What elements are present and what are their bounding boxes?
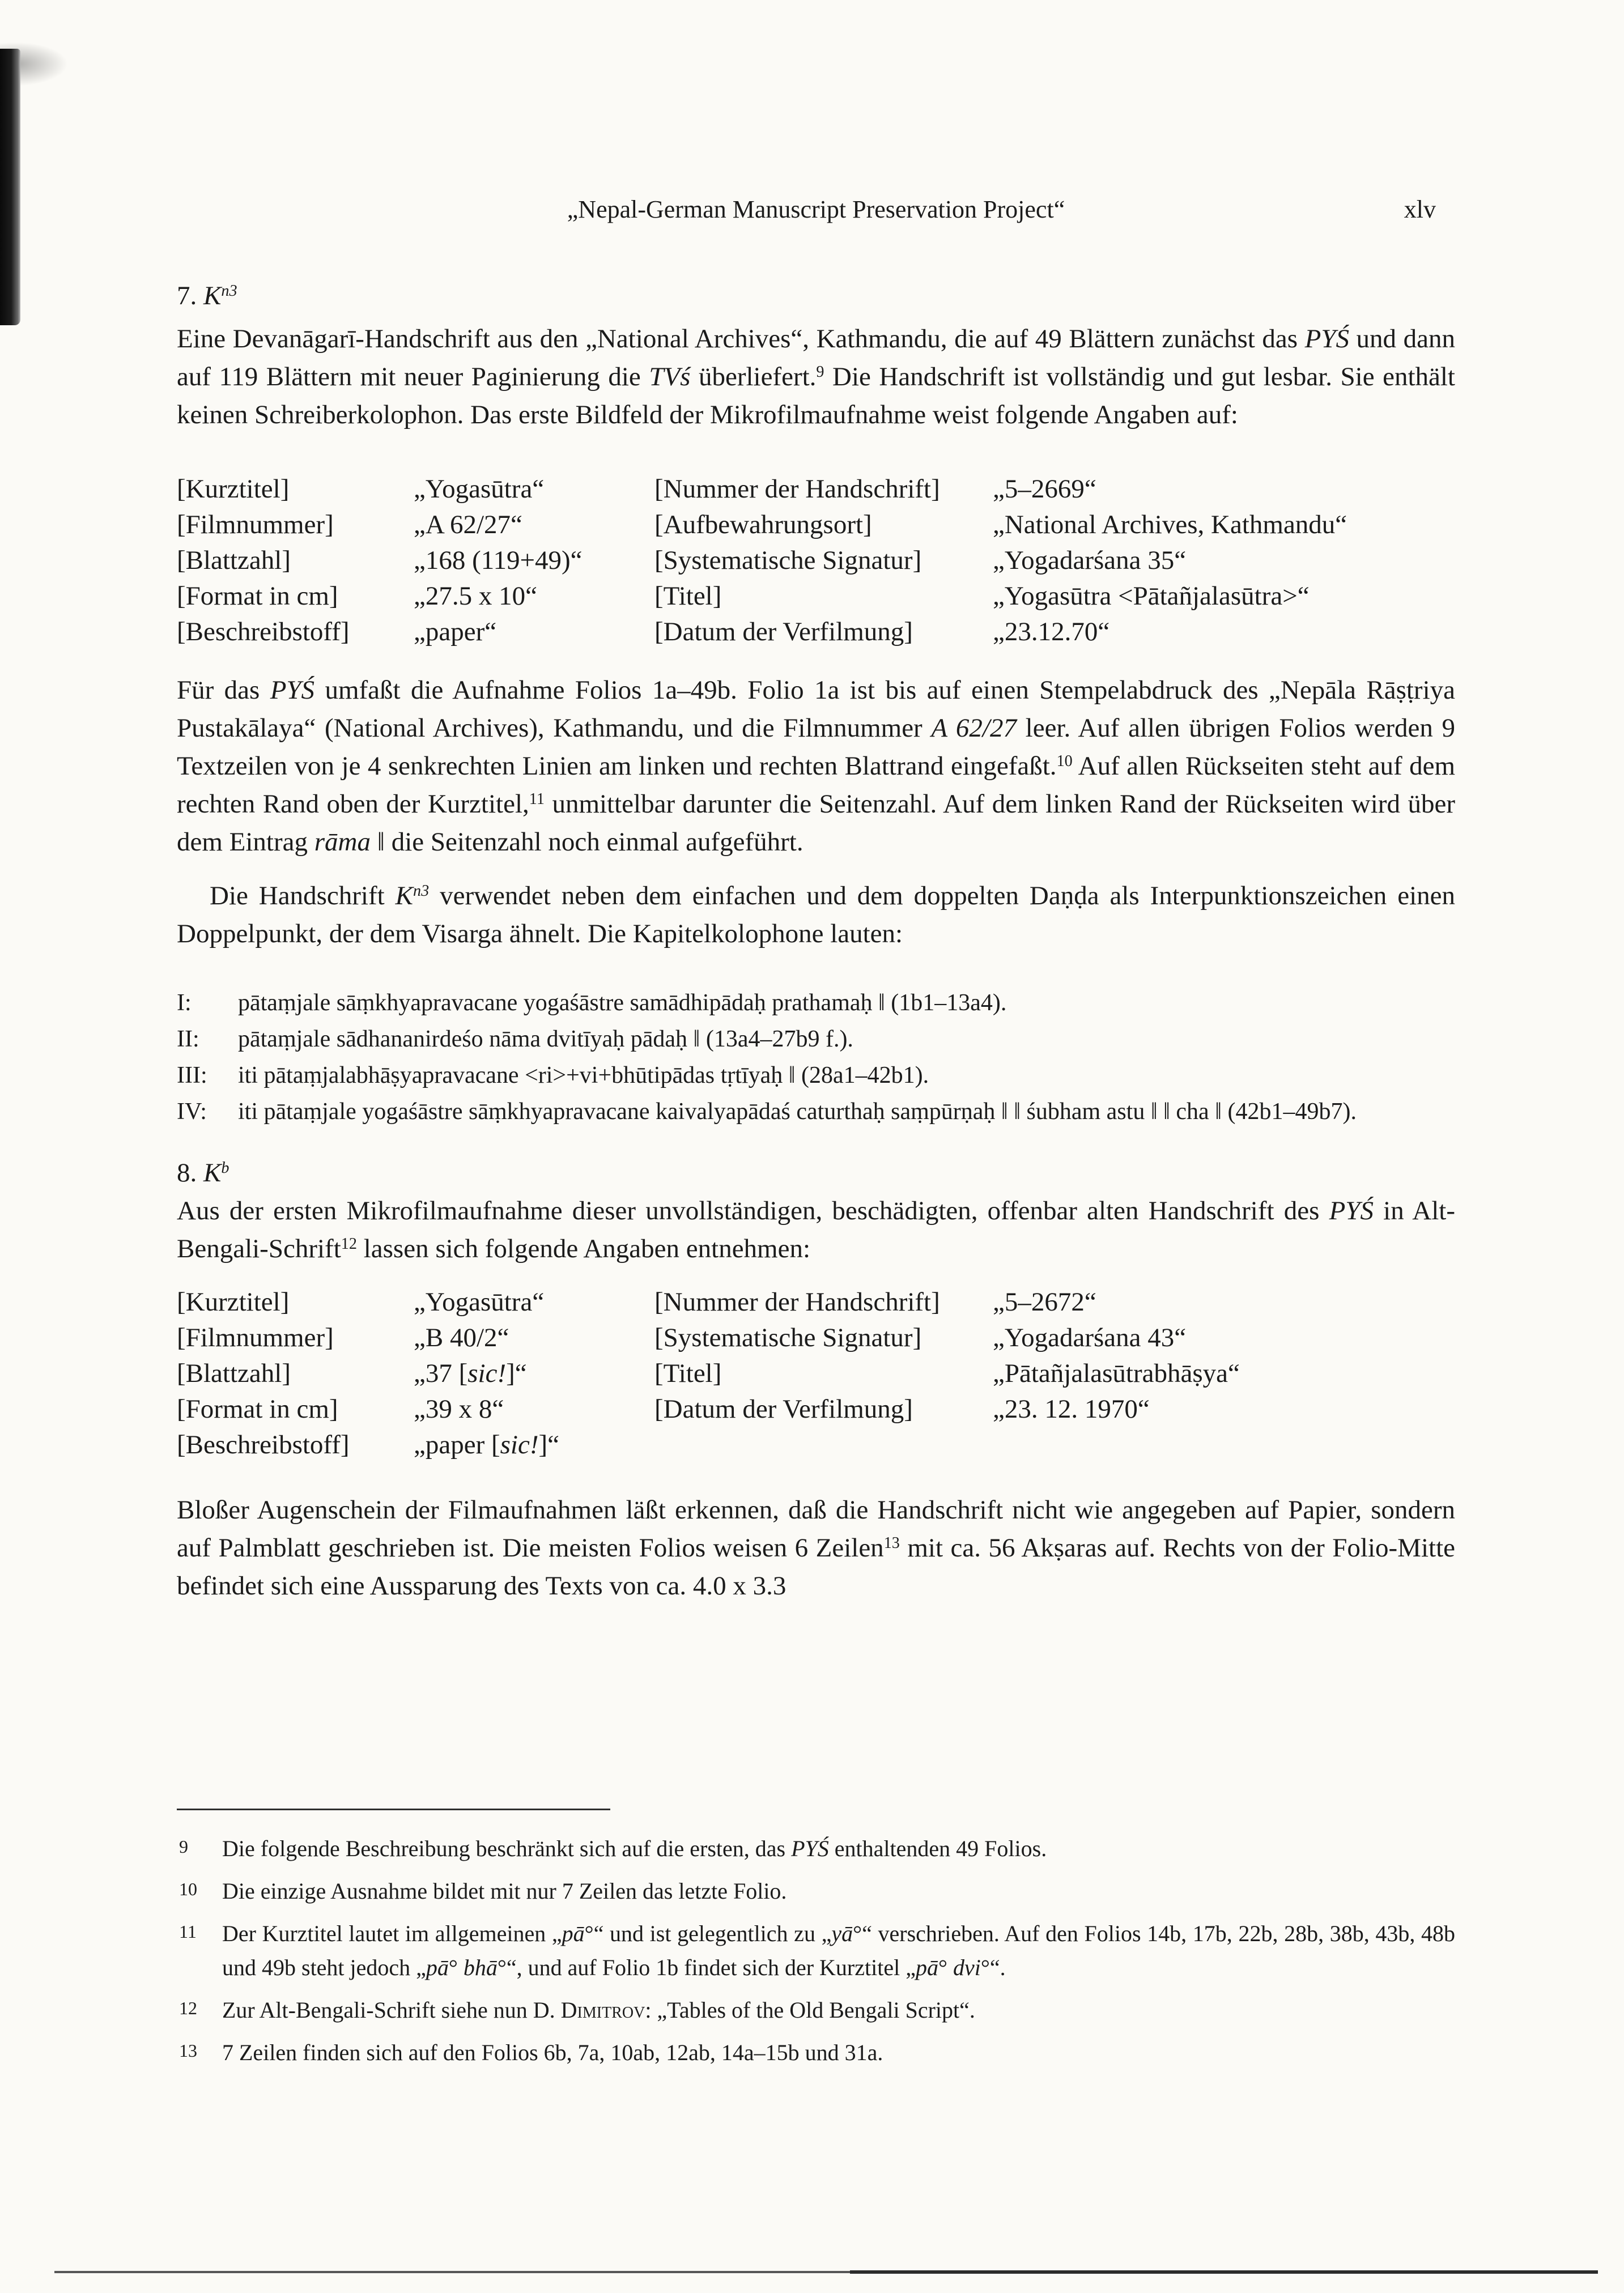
footnote-number: 10 <box>179 1879 197 1899</box>
running-head-title: „Nepal-German Manuscript Preservation Project“ <box>567 195 1065 223</box>
colophon-item <box>177 1094 1455 1130</box>
table-row <box>177 1356 1455 1392</box>
colophon-text: iti pātaṃjalabhāṣyapravacane <ri>+vi+bhūtipādas tṛtīyaḥ ‖ (28a1–42b1). <box>238 1062 929 1088</box>
footnote-number: 12 <box>179 1998 197 2018</box>
field-label: [Beschreibstoff] <box>177 617 350 646</box>
manuscript-metadata-table-2 <box>177 1284 1455 1463</box>
footnote-number: 9 <box>179 1836 188 1857</box>
section-7-intro-paragraph: Eine Devanāgarī-Handschrift aus den „National Archives“, Kathmandu, die auf 49 Blättern zunächst das PYŚ und dann auf 119 Blättern mit neuer Paginierung die TVś überliefert.$^9$ Die Handschrift ist vollständig und gut lesbar. Sie enthält keinen Schreiberkolophon. Das erste Bildfeld der Mikrofilmaufnahme weist folgende Angaben auf: <box>177 324 1455 429</box>
table-row <box>177 471 1455 507</box>
section-7-heading: 7. $K^{n3}$ <box>177 281 237 310</box>
field-label: [Format in cm] <box>177 581 338 611</box>
footnote-text: Zur Alt-Bengali-Schrift siehe nun D. Dimitrov: „Tables of the Old Bengali Script“. <box>222 1997 975 2023</box>
footnote-number: 11 <box>179 1921 197 1942</box>
colophon-numeral: I: <box>177 990 192 1016</box>
table-row <box>177 1284 1455 1320</box>
field-value: „Yogasūtra“ <box>414 1287 545 1317</box>
field-label <box>654 1427 993 1463</box>
table-row <box>177 614 1455 650</box>
field-label: [Datum der Verfilmung] <box>654 1394 913 1424</box>
section-7-description-paragraph: Für das PYŚ umfaßt die Aufnahme Folios 1a–49b. Folio 1a ist bis auf einen Stempelabdruck des „Nepāla Rāṣṭriya Pustakālaya“ (National Archives), Kathmandu, und die Filmnummer A 62/27 leer. Auf allen übrigen Folios werden 9 Textzeilen von je 4 senkrechten Linien am linken und rechten Blattrand eingefaßt.$^{10}$ Auf allen Rückseiten steht auf dem rechten Rand oben der Kurztitel,$^{11}$ unmittelbar darunter die Seitenzahl. Auf dem linken Rand der Rückseiten wird über dem Eintrag rāma ‖ die Seitenzahl noch einmal aufgeführt. <box>177 675 1456 857</box>
footnote <box>177 1917 1455 1985</box>
section-8-heading: 8. $K^b$ <box>177 1158 229 1188</box>
field-value: „A 62/27“ <box>414 510 522 539</box>
manuscript-metadata-table-1 <box>177 471 1455 650</box>
footnote-text: Die einzige Ausnahme bildet mit nur 7 Zeilen das letzte Folio. <box>222 1878 787 1904</box>
footnote <box>177 1874 1455 1908</box>
field-label: [Beschreibstoff] <box>177 1430 350 1460</box>
page-header <box>177 194 1455 226</box>
field-value: „paper [sic!]“ <box>414 1430 560 1460</box>
colophon-text: pātaṃjale sādhananirdeśo nāma dvitīyaḥ pādaḥ ‖ (13a4–27b9 f.). <box>238 1026 853 1052</box>
field-label: [Filmnummer] <box>177 510 334 539</box>
footnote-text: Die folgende Beschreibung beschränkt sich auf die ersten, das PYŚ enthaltenden 49 Folios. <box>222 1836 1047 1861</box>
footnote-separator-rule <box>177 1809 610 1810</box>
field-label: [Aufbewahrungsort] <box>654 510 872 539</box>
field-value: „Pātañjalasūtrabhāṣya“ <box>993 1359 1240 1388</box>
field-value: „27.5 x 10“ <box>414 581 537 611</box>
field-label: [Nummer der Handschrift] <box>654 474 940 504</box>
section-8-description-paragraph: Bloßer Augenschein der Filmaufnahmen läßt erkennen, daß die Handschrift nicht wie angegeben auf Papier, sondern auf Palmblatt geschrieben ist. Die meisten Folios weisen 6 Zeilen$^{13}$ mit ca. 56 Akṣaras auf. Rechts von der Folio-Mitte befindet sich eine Aussparung des Texts von ca. 4.0 x 3.3 <box>177 1495 1456 1601</box>
field-label: [Kurztitel] <box>177 474 290 504</box>
chapter-colophon-list <box>177 985 1455 1130</box>
field-label: [Datum der Verfilmung] <box>654 617 913 646</box>
colophon-text: iti pātaṃjale yogaśāstre sāṃkhyapravacane kaivalyapādaś caturthaḥ saṃpūrṇaḥ ‖ ‖ śubham astu ‖ ‖ cha ‖ (42b1–49b7). <box>238 1099 1357 1125</box>
field-label: [Titel] <box>654 1359 722 1388</box>
table-row <box>177 1427 1455 1463</box>
field-value: „5–2669“ <box>993 474 1096 504</box>
colophon-item <box>177 1057 1455 1094</box>
field-value: „Yogadarśana 35“ <box>993 546 1187 575</box>
colophon-item <box>177 985 1455 1021</box>
field-value: „37 [sic!]“ <box>414 1359 527 1388</box>
field-value: „23.12.70“ <box>993 617 1110 646</box>
field-label: [Format in cm] <box>177 1394 338 1424</box>
colophon-numeral: II: <box>177 1026 199 1052</box>
table-row <box>177 578 1455 614</box>
field-value: „Yogadarśana 43“ <box>993 1323 1187 1352</box>
scan-artifact-bottom-line-dark <box>850 2270 1598 2274</box>
colophon-numeral: III: <box>177 1062 207 1088</box>
colophon-numeral: IV: <box>177 1099 207 1125</box>
footnote-text: Der Kurztitel lautet im allgemeinen „pā°“ und ist gelegentlich zu „yā°“ verschrieben. Auf den Folios 14b, 17b, 22b, 28b, 38b, 43b, 48b und 49b steht jedoch „pā° bhā°“, und auf Folio 1b findet sich der Kurztitel „pā° dvi°“. <box>222 1921 1455 1980</box>
field-label: [Kurztitel] <box>177 1287 290 1317</box>
section-8-intro-paragraph: Aus der ersten Mikrofilmaufnahme dieser unvollständigen, beschädigten, offenbar alten Handschrift des PYŚ in Alt-Bengali-Schrift$^{12}$ lassen sich folgende Angaben entnehmen: <box>177 1196 1455 1264</box>
field-label: [Nummer der Handschrift] <box>654 1287 940 1317</box>
table-row <box>177 507 1455 543</box>
page-number: xlv <box>1404 195 1436 223</box>
colophon-item <box>177 1021 1455 1057</box>
field-value: „39 x 8“ <box>414 1394 504 1424</box>
field-value: „168 (119+49)“ <box>414 546 583 575</box>
field-value <box>993 1427 1455 1463</box>
colophon-text: pātaṃjale sāṃkhyapravacane yogaśāstre samādhipādaḥ prathamaḥ ‖ (1b1–13a4). <box>238 990 1007 1016</box>
field-value: „paper“ <box>414 617 497 646</box>
field-label: [Systematische Signatur] <box>654 1323 922 1352</box>
field-value: „National Archives, Kathmandu“ <box>993 510 1347 539</box>
field-label: [Filmnummer] <box>177 1323 334 1352</box>
table-row <box>177 543 1455 578</box>
footnotes-block <box>177 1809 1455 2078</box>
field-label: [Titel] <box>654 581 722 611</box>
field-label: [Blattzahl] <box>177 1359 291 1388</box>
footnote <box>177 1993 1455 2027</box>
field-value: „Yogasūtra“ <box>414 474 545 504</box>
field-label: [Systematische Signatur] <box>654 546 922 575</box>
field-value: „23. 12. 1970“ <box>993 1394 1150 1424</box>
footnote-text: 7 Zeilen finden sich auf den Folios 6b, 7a, 10ab, 12ab, 14a–15b und 31a. <box>222 2040 883 2065</box>
section-7-punctuation-paragraph: Die Handschrift $K^{n3}$ verwendet neben dem einfachen und dem doppelten Daṇḍa als Interpunktionszeichen einen Doppelpunkt, der dem Visarga ähnelt. Die Kapitelkolophone lauten: <box>177 881 1455 948</box>
main-content <box>177 279 1455 1605</box>
field-value: „B 40/2“ <box>414 1323 509 1352</box>
field-value: „5–2672“ <box>993 1287 1096 1317</box>
field-value: „Yogasūtra <Pātañjalasūtra>“ <box>993 581 1310 611</box>
scan-artifact-left-edge <box>0 49 20 325</box>
footnote-number: 13 <box>179 2040 197 2061</box>
footnote <box>177 2036 1455 2070</box>
field-label: [Blattzahl] <box>177 546 291 575</box>
footnote <box>177 1832 1455 1866</box>
table-row <box>177 1320 1455 1356</box>
table-row <box>177 1392 1455 1427</box>
